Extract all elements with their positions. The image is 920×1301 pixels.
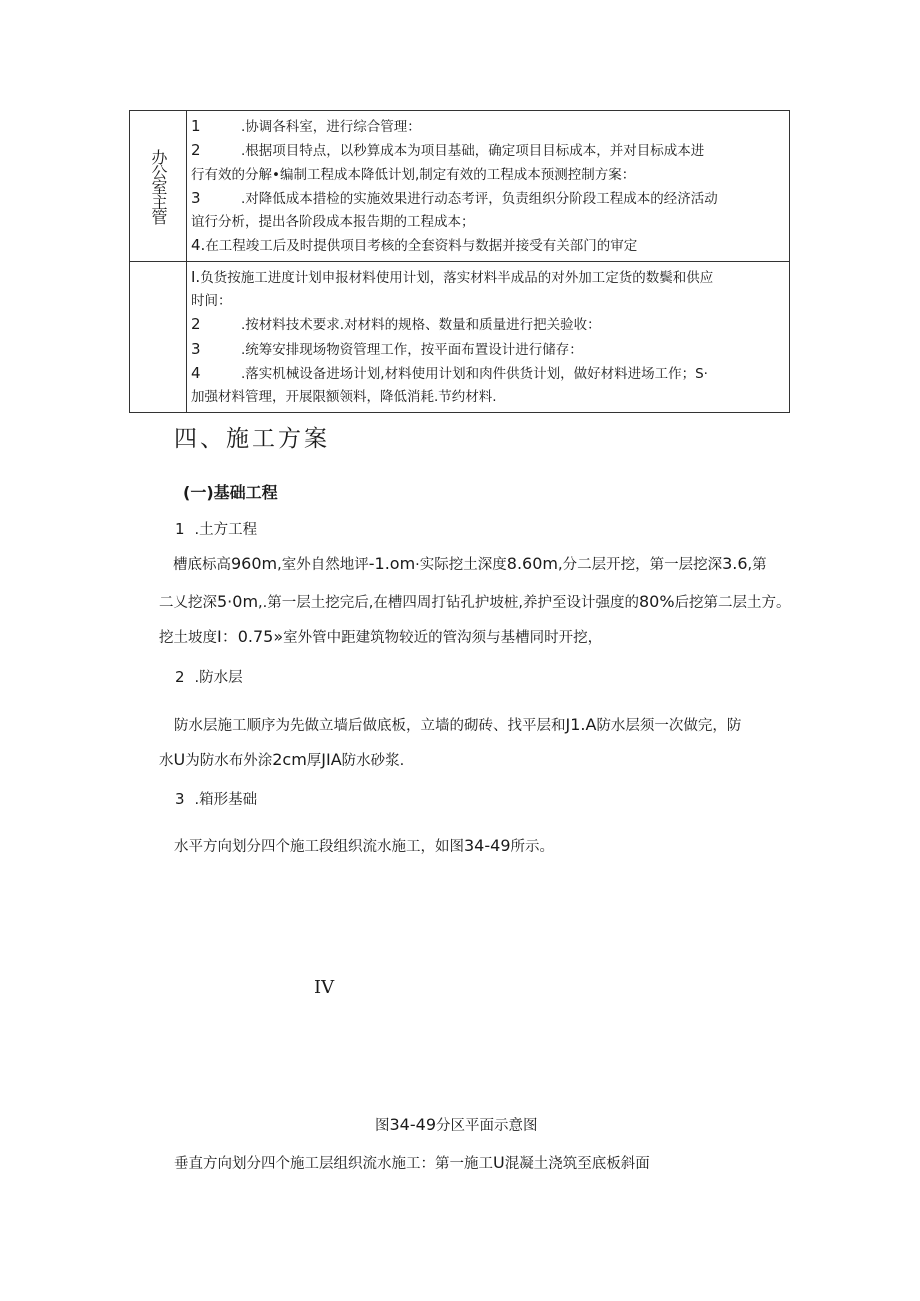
duty-item: 4.在工程竣工后及时提供项目考核的全套资料与数据并接受有关部门的审定: [191, 236, 638, 255]
duty-items: [187, 111, 790, 262]
duty-item: 4 .落实机械设备进场计划,材料使用计划和肉件供货计划，做好材料进场工作；S·: [191, 363, 708, 382]
duty-item: I.负货按施工进度计划申报材料使用计划，落实材料半成品的对外加工定货的数鬓和供应: [191, 267, 714, 286]
duty-item: 时间：: [191, 293, 232, 310]
role-cell: [130, 261, 187, 412]
duty-item: 3 .统筹安排现场物资管理工作，按平面布置设计进行储存：: [191, 339, 583, 358]
waterproof-heading: 2 .防水层: [175, 668, 243, 686]
duty-item: 1 .协调各科室，进行综合管理：: [191, 117, 421, 135]
role-label: 办公室主管: [149, 149, 168, 224]
figure-zone-label: IV: [314, 977, 335, 998]
duty-item: 行有效的分解•编制工程成本降低计划,制定有效的工程成本预测控制方案：: [191, 166, 636, 183]
duty-item: 2 .按材料技术要求.对材料的规格、数量和质量进行把关验收：: [191, 315, 601, 334]
duty-item: 3 .对降低成本措检的实施效果进行动态考评，负责组织分阶段工程成本的经济活动: [191, 188, 718, 207]
table-row: [130, 261, 790, 412]
figure-caption: 图34-49分区平面示意图: [375, 1115, 538, 1134]
box-foundation-line-1: 水平方向划分四个施工段组织流水施工，如图34-49所示。: [174, 836, 554, 855]
earthwork-heading: 1 .土方工程: [175, 520, 258, 538]
role-cell: [130, 111, 187, 262]
waterproof-line-2: 水U为防水布外涂2cm厚JIA防水砂浆.: [159, 750, 405, 769]
duty-item: 2 .根据项目特点，以秒算成本为项目基础，确定项目目标成本，并对目标成本进: [191, 141, 705, 160]
earthwork-line-1: 槽底标高960m,室外自然地评-1.om·实际挖土深度8.60m,分二层开挖，第一层挖深3.6,第: [173, 554, 767, 573]
duty-item: 谊行分析，提出各阶段成本报告期的工程成本；: [191, 214, 475, 231]
subsection-title: (一)基础工程: [183, 483, 278, 502]
duty-item: 加强材料管理，开展限额领料，降低消耗.节约材料.: [191, 389, 497, 406]
earthwork-line-2: 二乂挖深5·0m,.第一层土挖完后,在槽四周打钻孔护坡桩,养护至设计强度的80%后挖第二层土方。: [159, 592, 791, 611]
box-foundation-heading: 3 .箱形基础: [175, 790, 258, 808]
earthwork-line-3: 挖土坡度I：0.75»室外管中距建筑物较近的管沟须与基槽同时开挖，: [159, 627, 603, 646]
section-title: 四、施工方案: [174, 426, 330, 452]
waterproof-line-1: 防水层施工顺序为先做立墙后做底板，立墙的砌砖、找平层和J1.A防水层须一次做完，防: [174, 715, 742, 734]
duty-items: [187, 261, 790, 412]
table-row: [130, 111, 790, 262]
last-line: 垂直方向划分四个施工层组织流水施工：第一施工U混凝土浇筑至底板斜面: [174, 1153, 650, 1172]
duty-table: [129, 110, 790, 413]
